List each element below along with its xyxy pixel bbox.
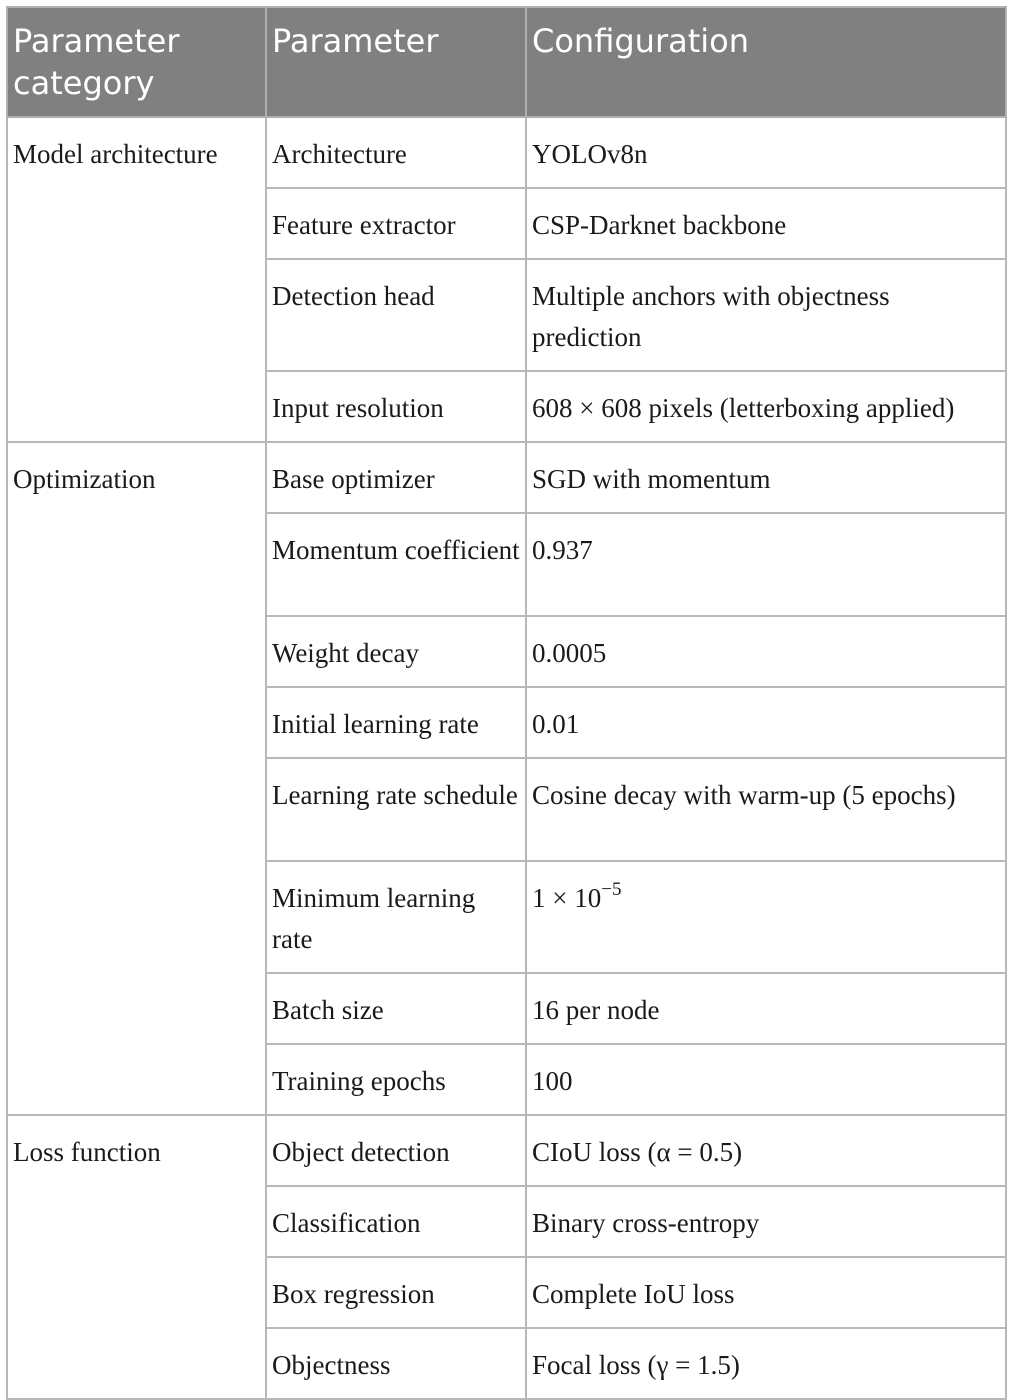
configuration-cell xyxy=(526,616,1006,687)
configuration-text: Cosine decay with warm-up (5 epochs) xyxy=(532,780,956,810)
parameter-cell: Objectness xyxy=(266,1328,526,1399)
configuration-text: 16 per node xyxy=(532,995,660,1025)
category-cell: Loss function xyxy=(7,1115,266,1399)
configuration-cell xyxy=(526,259,1006,371)
configuration-cell xyxy=(526,1044,1006,1115)
category-cell: Model architecture xyxy=(7,117,266,442)
configuration-cell xyxy=(526,973,1006,1044)
parameter-cell: Box regression xyxy=(266,1257,526,1328)
configuration-text: Complete IoU loss xyxy=(532,1279,735,1309)
configuration-text: Focal loss (γ = 1.5) xyxy=(532,1350,740,1380)
parameter-cell: Training epochs xyxy=(266,1044,526,1115)
parameter-cell: Object detection xyxy=(266,1115,526,1186)
parameter-cell: Base optimizer xyxy=(266,442,526,513)
configuration-text: CIoU loss (α = 0.5) xyxy=(532,1137,743,1167)
configuration-text: SGD with momentum xyxy=(532,464,771,494)
configuration-text: 608 × 608 pixels (letterboxing applied) xyxy=(532,393,955,423)
configuration-text: 0.937 xyxy=(532,535,593,565)
configuration-cell xyxy=(526,371,1006,442)
configuration-cell xyxy=(526,513,1006,616)
header-parameter-category: Parameter category xyxy=(7,7,266,117)
configuration-text: 100 xyxy=(532,1066,573,1096)
configuration-text: 0.01 xyxy=(532,709,580,739)
parameter-cell: Classification xyxy=(266,1186,526,1257)
table-body xyxy=(7,117,1006,1399)
configuration-text: Binary cross-entropy xyxy=(532,1208,760,1238)
parameter-table xyxy=(6,6,1007,1400)
parameter-cell: Batch size xyxy=(266,973,526,1044)
configuration-text: 1 × 10 xyxy=(532,883,602,913)
parameter-cell: Momentum coefficient xyxy=(266,513,526,616)
configuration-cell xyxy=(526,1115,1006,1186)
parameter-cell: Initial learning rate xyxy=(266,687,526,758)
configuration-cell xyxy=(526,758,1006,861)
parameter-cell: Input resolution xyxy=(266,371,526,442)
parameter-cell: Detection head xyxy=(266,259,526,371)
configuration-exponent: −5 xyxy=(601,879,622,900)
table-row xyxy=(7,1115,1006,1186)
parameter-cell: Minimum learning rate xyxy=(266,861,526,973)
configuration-cell xyxy=(526,1328,1006,1399)
table-header xyxy=(7,7,1006,117)
table-row xyxy=(7,442,1006,513)
configuration-cell xyxy=(526,1257,1006,1328)
configuration-text: YOLOv8n xyxy=(532,139,648,169)
configuration-text: 0.0005 xyxy=(532,638,607,668)
configuration-cell xyxy=(526,442,1006,513)
configuration-cell xyxy=(526,861,1006,973)
parameter-cell: Learning rate schedule xyxy=(266,758,526,861)
configuration-cell xyxy=(526,117,1006,188)
parameter-cell: Weight decay xyxy=(266,616,526,687)
header-configuration: Configuration xyxy=(526,7,1006,117)
configuration-cell xyxy=(526,188,1006,259)
header-row xyxy=(7,7,1006,117)
configuration-cell xyxy=(526,687,1006,758)
category-cell: Optimization xyxy=(7,442,266,1115)
header-parameter: Parameter xyxy=(266,7,526,117)
configuration-text: Multiple anchors with objectness prediction xyxy=(532,281,890,352)
configuration-text: CSP-Darknet backbone xyxy=(532,210,787,240)
parameter-cell: Architecture xyxy=(266,117,526,188)
configuration-cell xyxy=(526,1186,1006,1257)
parameter-cell: Feature extractor xyxy=(266,188,526,259)
table-row xyxy=(7,117,1006,188)
